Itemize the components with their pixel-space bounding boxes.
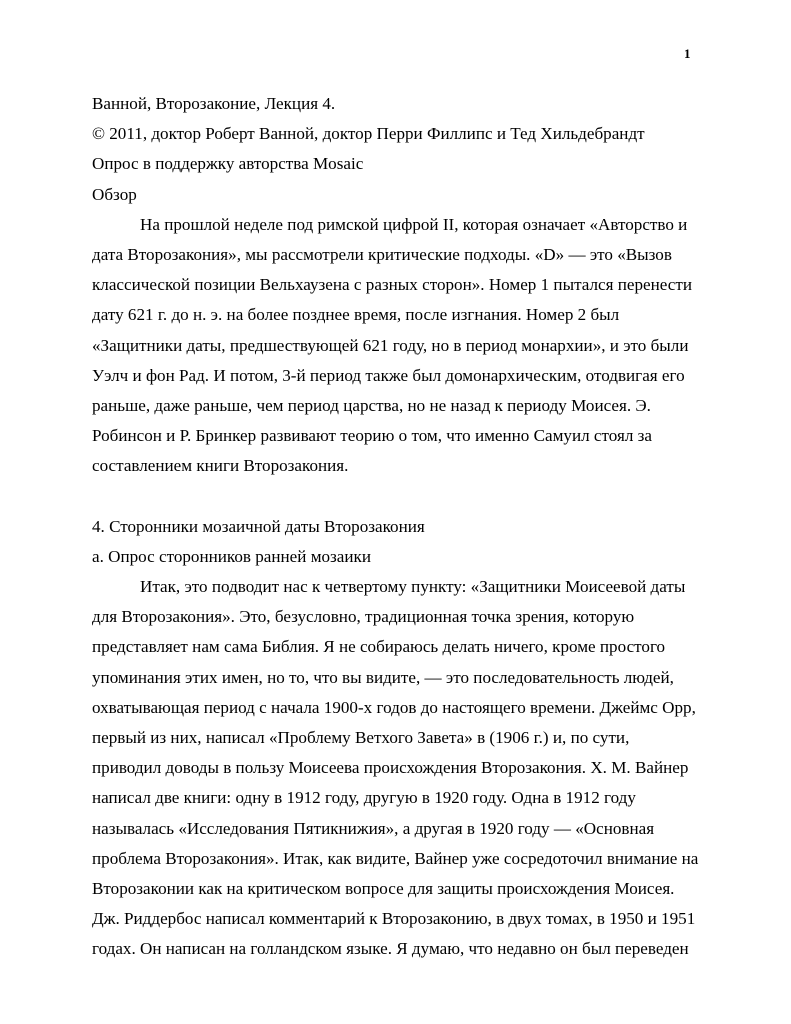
paragraph-line: дату 621 г. до н. э. на более позднее время, после изгнания. Номер 2 был: [92, 305, 620, 325]
paragraph-line: годах. Он написан на голландском языке. Я думаю, что недавно он был переведен: [92, 939, 689, 959]
paragraph-line: приводил доводы в пользу Моисеева происхождения Второзакония. Х. М. Вайнер: [92, 758, 689, 778]
paragraph-line: дата Второзакония», мы рассмотрели критические подходы. «D» — это «Вызов: [92, 244, 672, 264]
paragraph-line: классической позиции Вельхаузена с разных сторон». Номер 1 пытался перенести: [92, 275, 692, 295]
paragraph-line: проблема Второзакония». Итак, как видите, Вайнер уже сосредоточил внимание на: [92, 848, 699, 868]
paragraph-line: упоминания этих имен, но то, что вы видите, — это последовательность людей,: [92, 667, 674, 687]
page-number: 1: [684, 46, 691, 61]
paragraph-line: Робинсон и Р. Бринкер развивают теорию о том, что именно Самуил стоял за: [92, 426, 652, 446]
paragraph-line: охватывающая период с начала 1900-х годов до настоящего времени. Джеймс Орр,: [92, 697, 696, 717]
paragraph-line: представляет нам сама Библия. Я не собираюсь делать ничего, кроме простого: [92, 637, 666, 657]
paragraph-line: Дж. Риддербос написал комментарий к Второзаконию, в двух томах, в 1950 и 1951: [92, 909, 696, 929]
paragraph-line: Уэлч и фон Рад. И потом, 3-й период также был домонархическим, отодвигая его: [92, 365, 685, 385]
lecture-subtitle: Опрос в поддержку авторства Mosaic: [92, 154, 364, 174]
paragraph-line: На прошлой неделе под римской цифрой II, которая означает «Авторство и: [140, 214, 688, 234]
paragraph-line: первый из них, написал «Проблему Ветхого Завета» в (1906 г.) и, по сути,: [92, 727, 630, 747]
paragraph-line: «Защитники даты, предшествующей 621 году, но в период монархии», и это были: [92, 335, 689, 355]
paragraph-defenders: [92, 572, 702, 964]
paragraph-line: Второзаконии как на критическом вопросе для защиты происхождения Моисея.: [92, 878, 675, 898]
document-body: [92, 89, 702, 964]
lecture-title: Ванной, Второзаконие, Лекция 4.: [92, 94, 336, 113]
copyright-line: © 2011, доктор Роберт Ванной, доктор Перри Филлипс и Тед Хильдебрандт: [92, 124, 645, 144]
paragraph-line: написал две книги: одну в 1912 году, другую в 1920 году. Одна в 1912 году: [92, 788, 636, 808]
paragraph-review: [92, 210, 702, 482]
paragraph-line: составлением книги Второзакония.: [92, 456, 349, 476]
spacer: [92, 481, 702, 511]
paragraph-line: Итак, это подводит нас к четвертому пункту: «Защитники Моисеевой даты: [140, 577, 686, 596]
paragraph-line: раньше, даже раньше, чем период царства, но не назад к периоду Моисея. Э.: [92, 395, 651, 415]
subsection-heading: а. Опрос сторонников ранней мозаики: [92, 546, 371, 566]
section-label-overview: Обзор: [92, 184, 137, 204]
paragraph-line: называлась «Исследования Пятикнижия», а другая в 1920 году — «Основная: [92, 818, 655, 838]
paragraph-line: для Второзакония». Это, безусловно, традиционная точка зрения, которую: [92, 607, 635, 627]
section-heading: 4. Сторонники мозаичной даты Второзакония: [92, 516, 425, 536]
